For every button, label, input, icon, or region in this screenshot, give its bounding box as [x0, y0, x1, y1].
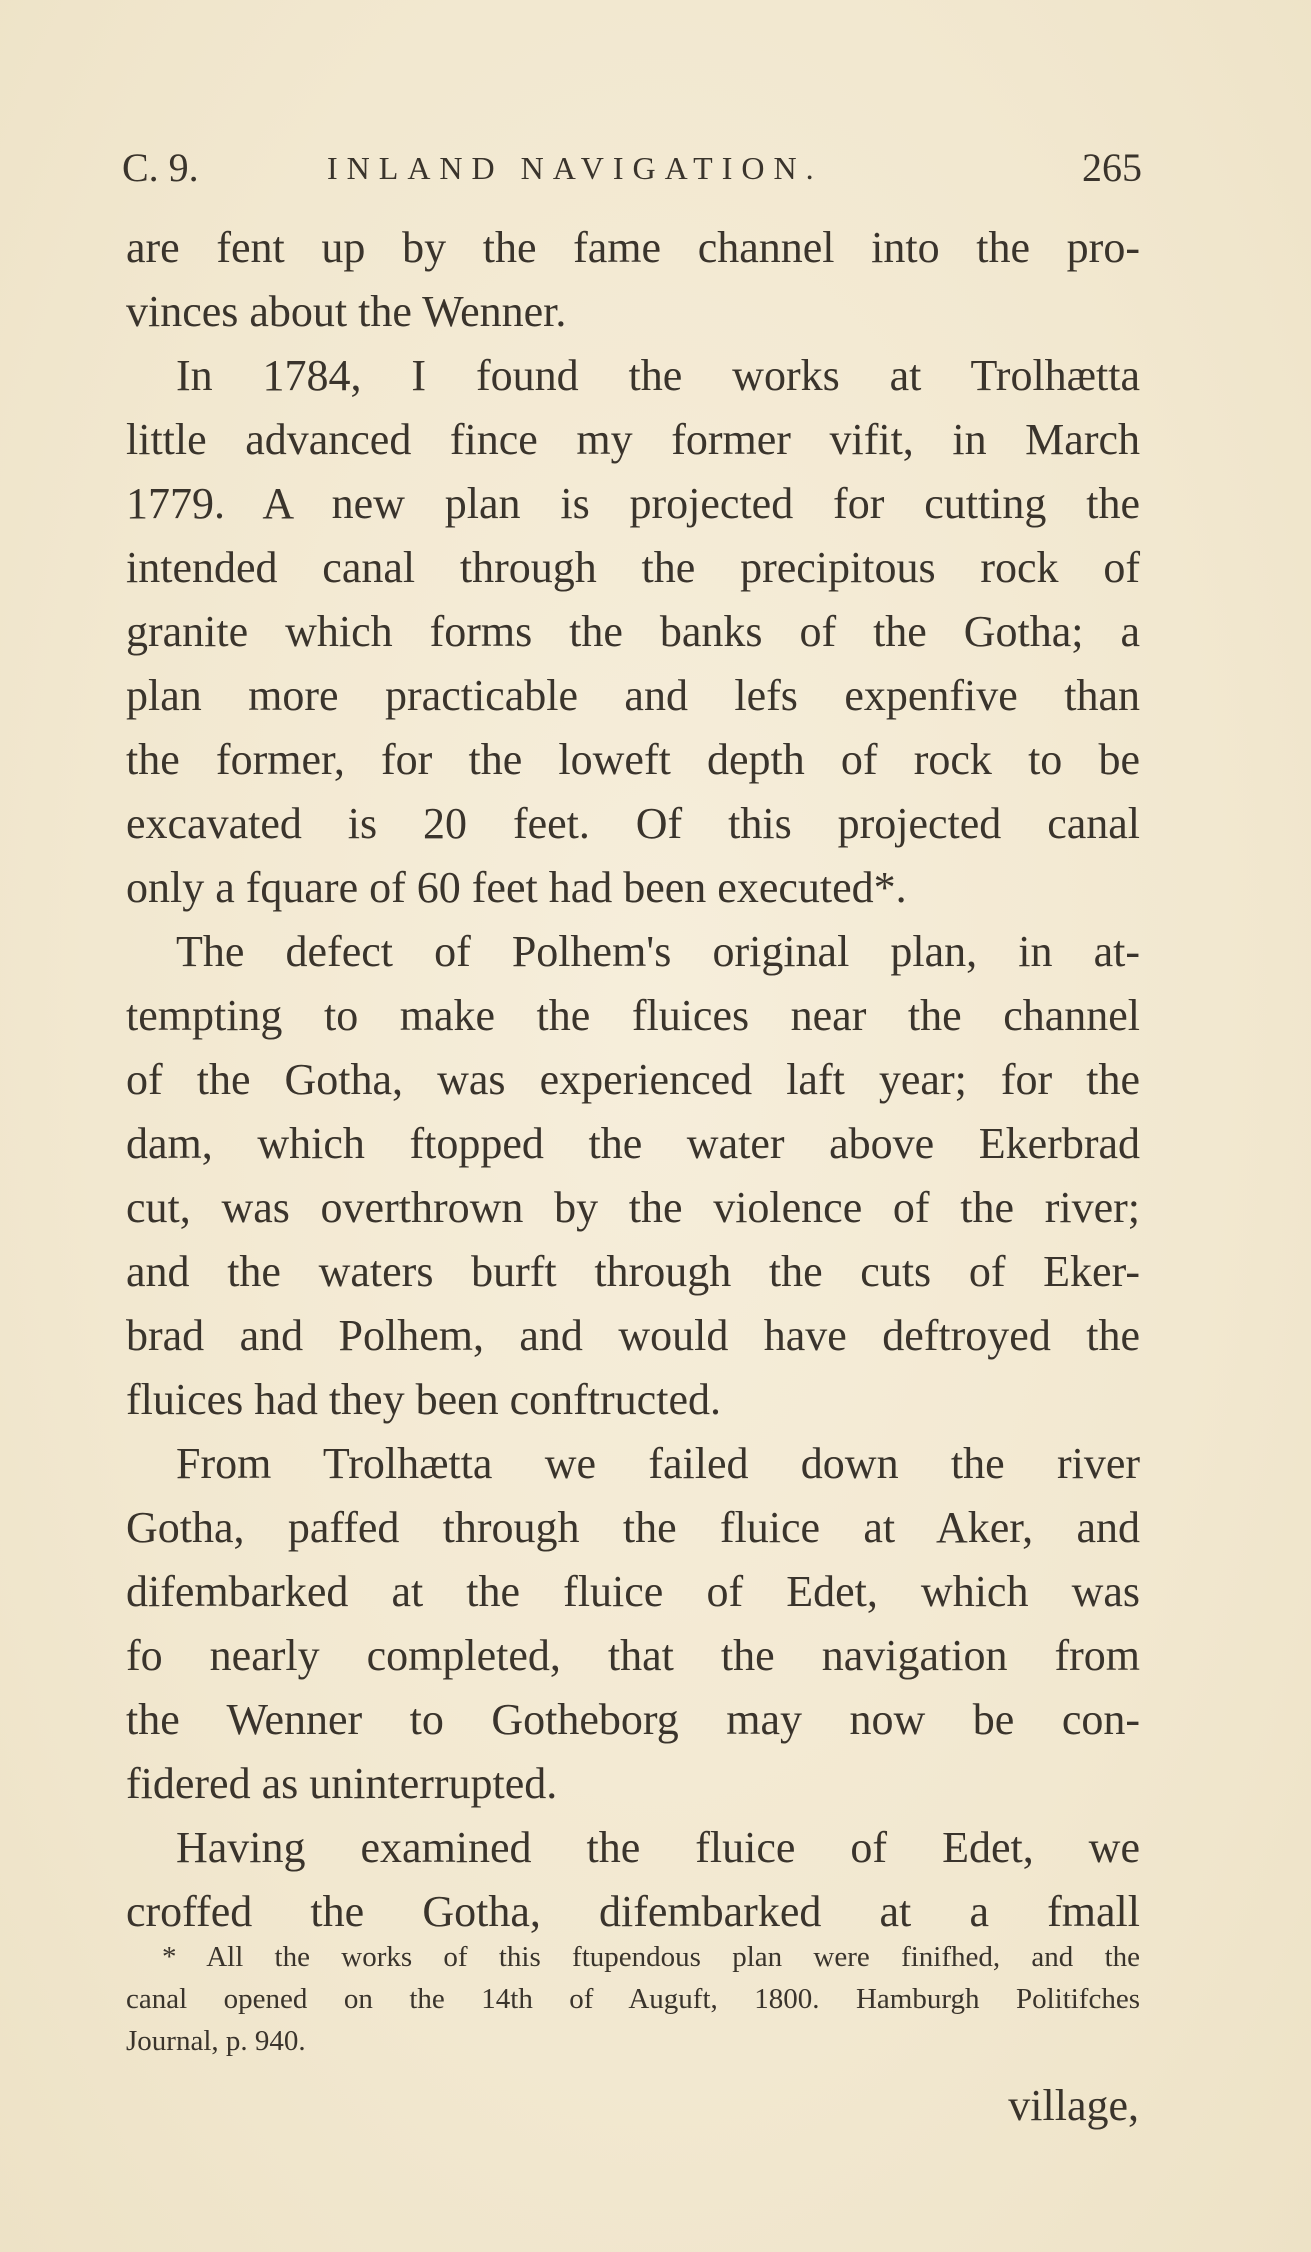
text-line: intended canal through the precipitous rock of [126, 543, 1140, 592]
footnote-line: * All the works of this ftupendous plan were finifhed, and the [162, 1941, 1140, 1973]
footnote [126, 1936, 1140, 2062]
text-line: vinces about the Wenner. [126, 287, 567, 336]
text-line: granite which forms the banks of the Gotha; a [126, 607, 1140, 656]
text-line: croffed the Gotha, difembarked at a fmall [126, 1887, 1140, 1936]
text-line: brad and Polhem, and would have deftroyed the [126, 1311, 1140, 1360]
text-line: little advanced fince my former vifit, in March [126, 415, 1140, 464]
text-line: Gotha, paffed through the fluice at Aker, and [126, 1503, 1140, 1552]
main-text [126, 216, 1140, 1944]
text-line: From Trolhætta we failed down the river [176, 1439, 1140, 1488]
text-line: only a fquare of 60 feet had been executed*. [126, 863, 907, 912]
text-line: the former, for the loweft depth of rock to be [126, 735, 1140, 784]
text-line: difembarked at the fluice of Edet, which was [126, 1567, 1140, 1616]
text-line: fo nearly completed, that the navigation from [126, 1631, 1140, 1680]
text-line: excavated is 20 feet. Of this projected canal [126, 799, 1140, 848]
running-title: INLAND NAVIGATION. [327, 150, 823, 186]
catchword: village, [1008, 2081, 1139, 2130]
text-line: fidered as uninterrupted. [126, 1759, 558, 1808]
text-line: fluices had they been conftructed. [126, 1375, 721, 1424]
text-line: plan more practicable and lefs expenfive than [126, 671, 1140, 720]
chapter-reference: C. 9. [122, 145, 199, 190]
text-line: are fent up by the fame channel into the pro- [126, 223, 1140, 272]
page-number: 265 [1082, 145, 1142, 190]
footnote-line: Journal, p. 940. [126, 2025, 306, 2057]
running-header [122, 138, 1142, 198]
text-line: the Wenner to Gotheborg may now be con- [126, 1695, 1140, 1744]
text-line: The defect of Polhem's original plan, in at- [176, 927, 1140, 976]
text-line: In 1784, I found the works at Trolhætta [176, 351, 1140, 400]
text-line: dam, which ftopped the water above Ekerbrad [126, 1119, 1140, 1168]
text-line: of the Gotha, was experienced laft year; for the [126, 1055, 1140, 1104]
footnote-line: canal opened on the 14th of Auguft, 1800. Hamburgh Politifches [126, 1983, 1140, 2015]
text-line: cut, was overthrown by the violence of the river; [126, 1183, 1140, 1232]
text-line: Having examined the fluice of Edet, we [176, 1823, 1140, 1872]
text-line: 1779. A new plan is projected for cutting the [126, 479, 1140, 528]
text-line: tempting to make the fluices near the channel [126, 991, 1140, 1040]
text-line: and the waters burft through the cuts of Eker- [126, 1247, 1140, 1296]
